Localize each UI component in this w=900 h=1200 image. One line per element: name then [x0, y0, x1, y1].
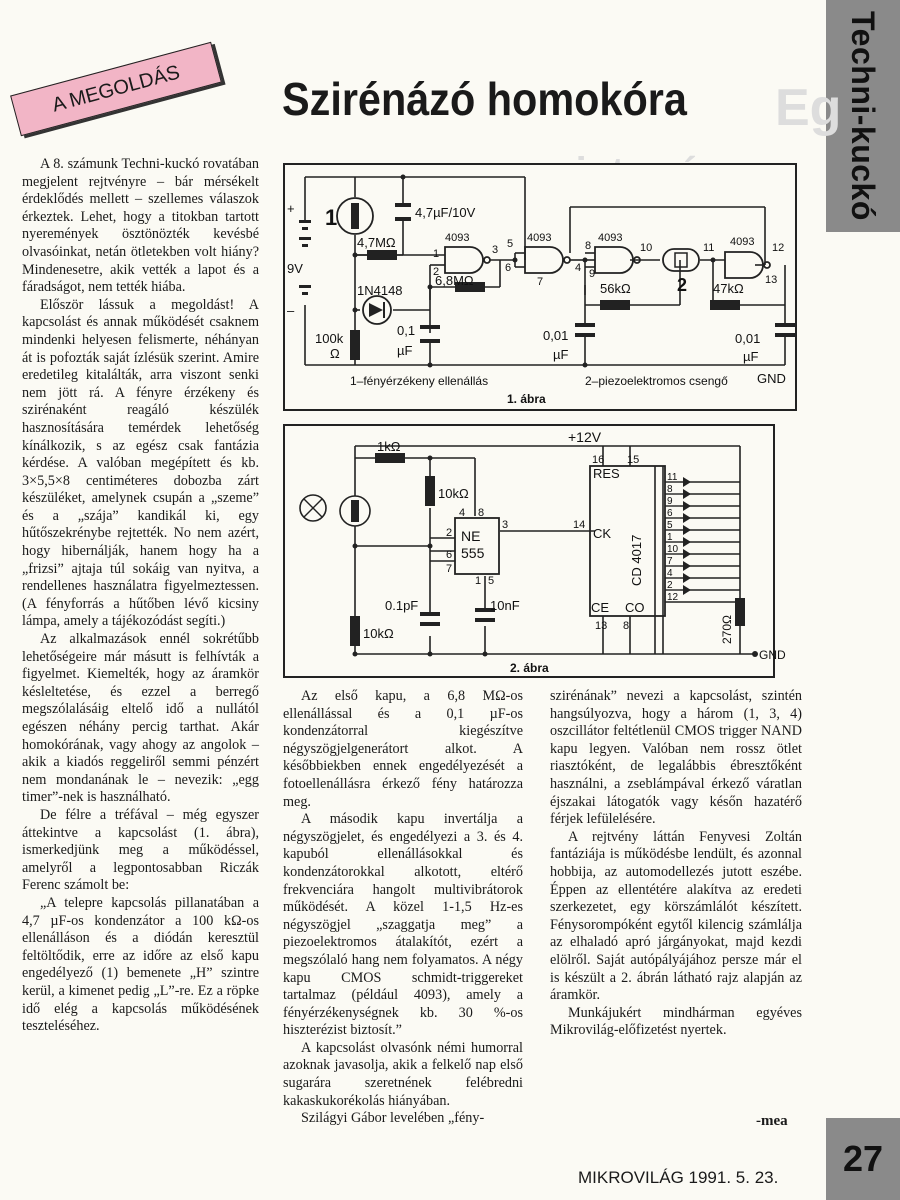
pin555-3: 3: [502, 519, 509, 531]
out-pin-9: 9: [667, 496, 673, 507]
c-01-label: 0,1: [397, 323, 416, 338]
figure-2: [283, 424, 786, 678]
pin555-4: 4: [459, 507, 466, 519]
figure1-label-right: 2–piezoelektromos csengő: [585, 374, 728, 388]
cap-47u-label: 4,7µF/10V: [415, 205, 476, 220]
col3-para-2: A rejtvény láttán Fenyvesi Zoltán fantáziája is működésbe lendült, és azonnal hobbija, az automodellezés jutott eszébe. Éppen az ellentétére alakítva az eredeti szerkezetet, egy körszámlálót készített. Fénysorompóként egytől kilencig számlálja az elhaladó apró járgányokat, majd kezdi elölről. Saját autópályájához persze már el is készült a 2. ábrán látható rajz alapján az áramkör.: [550, 828, 802, 1004]
article-title: Szirénázó homokóra: [282, 73, 687, 125]
col2-para-1: Az első kapu, a 6,8 MΩ-os ellenállással és a 0,1 µF-os kondenzátorral kiegészítve négyszögjelgenerátort alkot. A későbbiekben ennek engedélyezését a fotoellenállásra érkező fény határozza meg.: [283, 688, 523, 810]
c-01-unit: µF: [397, 343, 413, 358]
ic-label-3: 4093: [598, 232, 623, 244]
ghost-text-top: Eg: [775, 79, 842, 137]
battery-minus: –: [287, 303, 295, 318]
vcc-label: +12V: [568, 429, 602, 445]
r-47m-label: 4,7MΩ: [357, 235, 396, 250]
column-2: [283, 688, 523, 1128]
pin555-5: 5: [488, 575, 495, 587]
pin-13: 13: [765, 274, 778, 286]
r-1k-label: 1kΩ: [377, 439, 401, 454]
figure-1-schematic: [285, 165, 795, 409]
figure-2-schematic: [285, 426, 786, 676]
c-001b-unit: µF: [743, 349, 759, 364]
ldr-number: 1: [325, 205, 338, 230]
out-pin-12: 12: [667, 592, 679, 603]
pin555-1: 1: [475, 575, 482, 587]
diode-label: 1N4148: [357, 283, 403, 298]
figure-1: [283, 163, 797, 411]
battery-plus: +: [287, 201, 295, 216]
out-pin-11: 11: [667, 472, 678, 483]
pin4017-13: 13: [595, 620, 608, 632]
ic555-label-bottom: 555: [461, 545, 485, 561]
ic-label-1: 4093: [445, 232, 470, 244]
piezo-number: 2: [677, 275, 688, 295]
figure2-caption: 2. ábra: [510, 661, 549, 675]
pin555-7: 7: [446, 563, 453, 575]
column-1: [22, 156, 259, 1036]
r-10k-top-label: 10kΩ: [438, 486, 469, 501]
r-56k-label: 56kΩ: [600, 281, 631, 296]
r-100k-unit: Ω: [330, 346, 340, 361]
ic555-label-top: NE: [461, 528, 481, 544]
pin-8: 8: [585, 240, 592, 252]
pin-10: 10: [640, 242, 653, 254]
out-pin-7: 7: [667, 556, 673, 567]
ic4017-co: CO: [625, 600, 645, 615]
pin-3: 3: [492, 244, 499, 256]
solution-badge: A MEGOLDÁS: [10, 42, 222, 136]
pin4017-14: 14: [573, 519, 586, 531]
pin-4: 4: [575, 262, 582, 274]
col2-para-3: A kapcsolást olvasónk némi humorral azoknak javasolja, akik a felkelő nap első sugarára szeretnének felébredni kakaskukorékolás hiányában.: [283, 1039, 523, 1109]
col1-para-4: De félre a tréfával – még egyszer áttekintve a kapcsolást (1. ábra), ismerkedjünk meg a működéssel, amelyről a legpontosabban Riczák Ferenc számolt be:: [22, 806, 259, 894]
pin4017-8: 8: [623, 620, 630, 632]
figure1-gnd: GND: [757, 371, 786, 386]
col1-para-2: Először lássuk a megoldást! A kapcsolást és annak működését csaknem mindenki helyesen felismerte, néhányan át is pofozták saját ízlésük szerint. Amire eredetileg kitalálták, arra viszont senki nem jött rá. A fényre érzékeny és szirénaként reagáló készülék hasznosítására temérdek lehetőség kínálkozik, s az egész csak fantázia kérdése. A valóban megépített és kb. 3×5,5×8 centiméteres dobozba zárt készüléket, amelynek csupán a „szeme” és a „szája” kandikál ki, egy hűtőszekrénybe rejtették. No nem azért, hogy hibernálják, hanem hogy ha a „frizsi” ajtaja túl sokáig van nyitva, a rendellenes használatra figyelmeztessen. (A fényforrás a hűtőben lévő kicsiny lámpa, amely a tájékozódást segíti.): [22, 296, 259, 630]
ic4017-name: CD 4017: [629, 534, 644, 586]
figure1-label-left: 1–fényérzékeny ellenállás: [350, 374, 489, 388]
pin555-6: 6: [446, 549, 453, 561]
r-270-label: 270Ω: [720, 615, 734, 644]
col1-para-5: „A telepre kapcsolás pillanatában a 4,7 µF-os kondenzátor a 100 kΩ-os ellenálláson és a diódán keresztül feltöltődik, erre az időre az első kapu engedélyező (1) bemenete „H” szintre kerül, a kimenet pedig „L”-re. Ez a röpke idő elég a kapcsolás működésének teszteléséhez.: [22, 894, 259, 1035]
pin555-2: 2: [446, 527, 453, 539]
r-47k-label: 47kΩ: [713, 281, 744, 296]
pin-6: 6: [505, 262, 512, 274]
pin-2: 2: [433, 266, 440, 278]
ic4017-res: RES: [593, 466, 620, 481]
col3-para-1: szirénának” nevezi a kapcsolást, szintén hangsúlyozva, hogy a három (1, 3, 4) oszcillátor feltétlenül CMOS trigger NAND kapu legyen. Valóban nem rossz ötlet riasztóként, de legalábbis ébresztőként használni, a zseblámpával érkező váratlan éjszakai látogatók vagy későn hazatérő férjek lefülelésére.: [550, 688, 802, 828]
r-100k-label: 100k: [315, 331, 344, 346]
r-68m-label: 6,8MΩ: [435, 273, 474, 288]
ic-label-4: 4093: [730, 236, 755, 248]
col1-para-1: A 8. számunk Techni-kuckó rovatában megjelent rejtvényre – bár mérsékelt érdeklődés mellett – szellemes válaszok érkeztek. Lehet, hogy a titokban tartott nyeremények ösztönözték kevésbé olvasóinkat, netán ötletekben volt hiány? Mindenesetre, akik vették a lapot és a fáradságot, nem tették hiába.: [22, 156, 259, 296]
ic4017-ce: CE: [591, 600, 610, 615]
column-3: [550, 688, 802, 1040]
out-pin-1: 1: [667, 532, 673, 543]
c-001a-label: 0,01: [543, 328, 569, 343]
pin-12: 12: [772, 242, 785, 254]
r-10k-bot-label: 10kΩ: [363, 626, 394, 641]
c-01p-label: 0.1pF: [385, 598, 419, 613]
pin-1: 1: [433, 248, 440, 260]
pin555-8: 8: [478, 507, 485, 519]
pin-9: 9: [589, 268, 596, 280]
col2-para-2: A második kapu invertálja a négyszögjelet, és engedélyezi a 3. és 4. kapuból ellenállásokkal és kondenzátorokkal alkotott, eltérő frekvenciára hangolt multivibrátorok működését. A közel 1-1,5 Hz-es négyszögjel „szaggatja meg” a piezoelektromos átalakítót, ezért a megszólaló hang nem folyamatos. A négy kapu CMOS schmidt-triggereket tartalmaz (például 4093), amely a fényérzékenységnek kb. 30 %-os hiszterézist biztosít.”: [283, 811, 523, 1039]
figure2-gnd: GND: [759, 648, 786, 662]
section-tab-label: Techni-kuckó: [845, 11, 881, 221]
ic-label-2: 4093: [527, 232, 552, 244]
pin-5: 5: [507, 238, 514, 250]
c-001b-label: 0,01: [735, 331, 761, 346]
page-number: 27: [826, 1118, 900, 1200]
ic4017-ck: CK: [593, 526, 612, 541]
c-001a-unit: µF: [553, 347, 569, 362]
battery-label: 9V: [287, 261, 303, 276]
c-10n-label: 10nF: [490, 598, 520, 613]
col2-para-4: Szilágyi Gábor levelében „fény-: [301, 1110, 485, 1127]
footer-publication: MIKROVILÁG 1991. 5. 23.: [578, 1168, 779, 1187]
out-pin-4: 4: [667, 568, 673, 579]
pin-11: 11: [703, 242, 715, 254]
out-pin-10: 10: [667, 544, 679, 555]
out-pin-5: 5: [667, 520, 673, 531]
pin4017-15: 15: [627, 454, 640, 466]
author-signature: -mea: [756, 1113, 788, 1129]
figure1-caption: 1. ábra: [507, 392, 546, 406]
col3-para-3: Munkájukért mindhárman egyéves Mikrovilág-előfizetést nyertek.: [550, 1004, 802, 1039]
out-pin-8: 8: [667, 484, 673, 495]
pin4017-16-label: 16: [592, 454, 605, 466]
col1-para-3: Az alkalmazások ennél sokrétűbb lehetőségeire már másutt is felhívták a figyelmet. Kiemelték, hogy az áramkör késleltetése, és ezzel a berregő megszólalásáig eltelő idő a nullától egészen néhány percig tarthat. Akár homokórának, vagy ahogy az angolok – akik a kiadós reggeliről semmi pénzért nem mondanának le – nevezik: „egg timer”-nek is használható.: [22, 631, 259, 806]
out-pin-6: 6: [667, 508, 673, 519]
pin-7: 7: [537, 276, 544, 288]
out-pin-2: 2: [667, 580, 673, 591]
